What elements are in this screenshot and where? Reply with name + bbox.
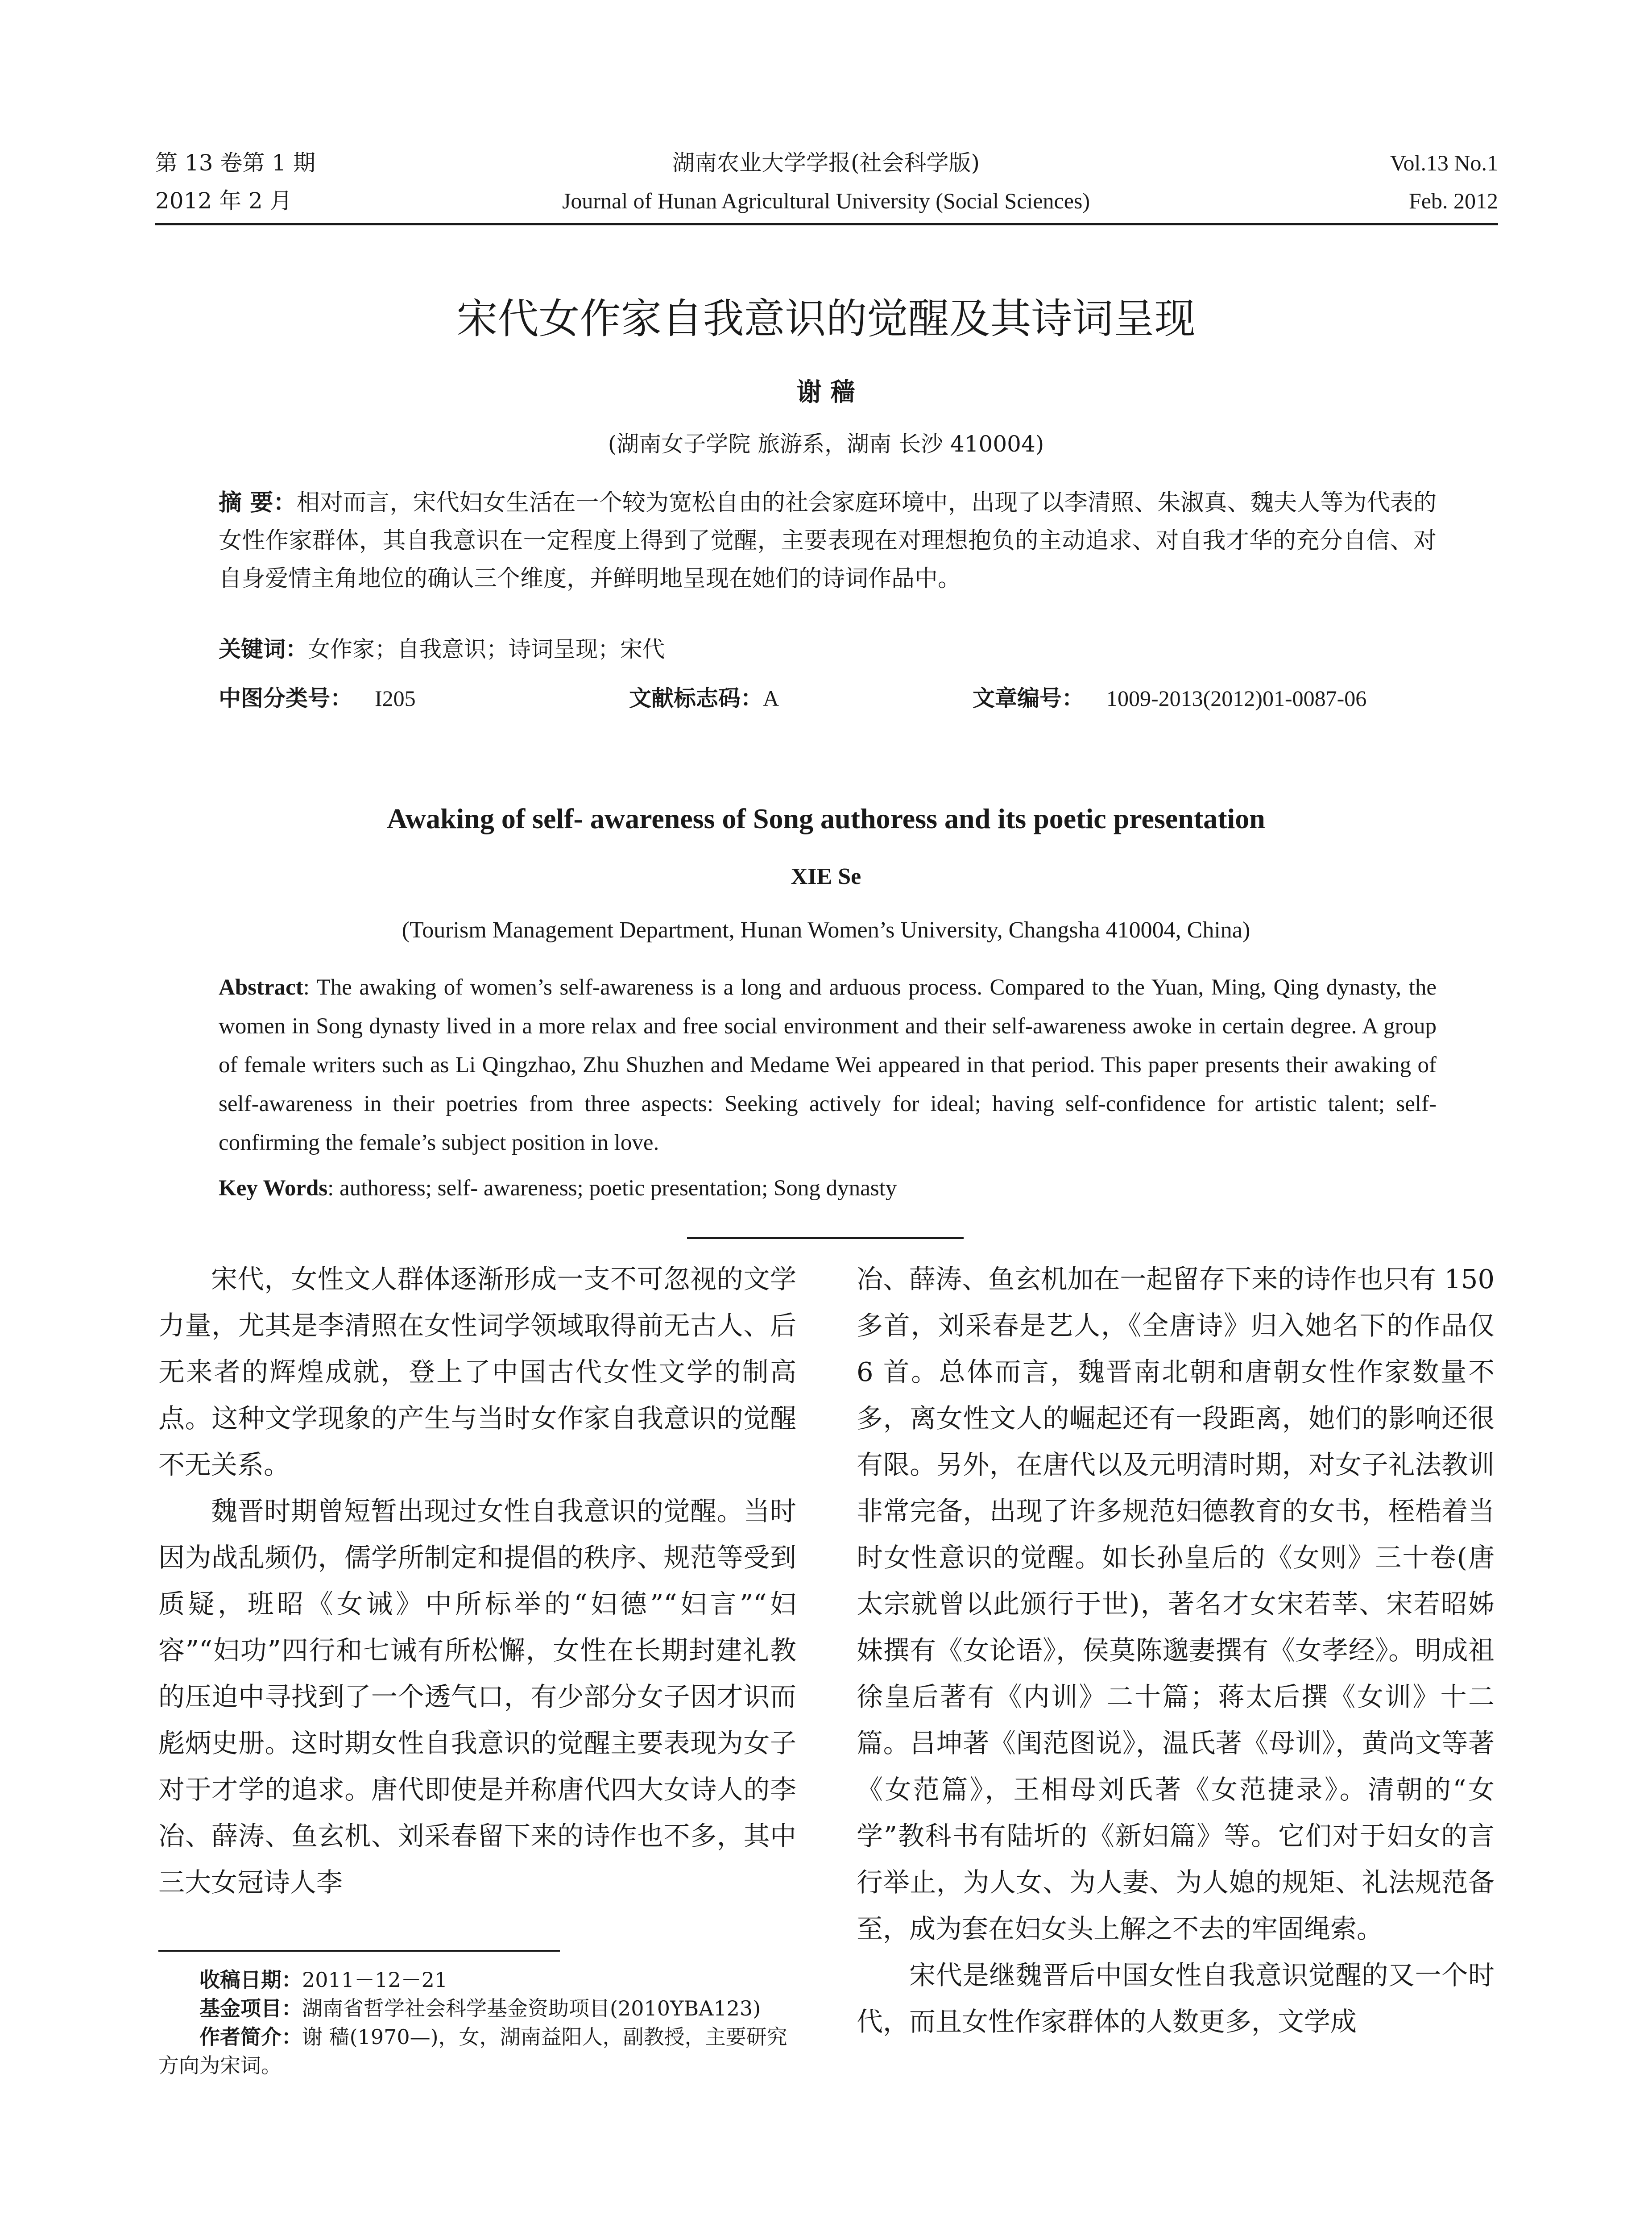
keywords-label-cn: 关键词：	[219, 636, 308, 662]
footnote-author: 作者简介：谢 穑(1970—)，女，湖南益阳人，副教授，主要研究方向为宋词。	[158, 2025, 787, 2078]
abstract-en	[219, 968, 1437, 1162]
article-title-en: Awaking of self- awareness of Song authoress and its poetic presentation	[387, 803, 1265, 834]
doc-code-value: A	[763, 686, 779, 711]
article-number	[973, 680, 1366, 716]
article-no-value: 1009-2013(2012)01-0087-06	[1106, 686, 1367, 711]
body-column-right	[857, 1256, 1495, 2045]
body-paragraph: 宋代，女性文人群体逐渐形成一支不可忽视的文学力量，尤其是李清照在女性词学领域取得前无古人、后无来者的辉煌成就，登上了中国古代女性文学的制高点。这种文学现象的产生与当时女作家自我意识的觉醒不无关系。	[158, 1264, 796, 1480]
footnote-rule	[158, 1950, 560, 1952]
header-date-en: Feb. 2012	[1409, 188, 1498, 213]
keywords-cn	[219, 631, 665, 667]
article-title-cn: 宋代女作家自我意识的觉醒及其诗词呈现	[456, 295, 1196, 343]
affiliation-en: (Tourism Management Department, Hunan Women’s University, Changsha 410004, China)	[402, 917, 1250, 943]
body-paragraph: 宋代是继魏晋后中国女性自我意识觉醒的又一个时代，而且女性作家群体的人数更多，文学成	[857, 1960, 1495, 2037]
header-date-cn: 2012 年 2 月	[155, 188, 292, 214]
keywords-label-en: Key Words	[219, 1176, 328, 1201]
body-paragraph: 魏晋时期曾短暂出现过女性自我意识的觉醒。当时因为战乱频仍，儒学所制定和提倡的秩序、规范等受到质疑，班昭《女诫》中所标举的“妇德”“妇言”“妇容”“妇功”四行和七诫有所松懈，女性在长期封建礼教的压迫中寻找到了一个透气口，有少部分女子因才识而彪炳史册。这时期女性自我意识的觉醒主要表现为女子对于才学的追求。唐代即使是并称唐代四大女诗人的李冶、薛涛、鱼玄机、刘采春留下来的诗作也不多，其中三大女冠诗人李	[158, 1496, 796, 1898]
clc-value: I205	[375, 686, 416, 711]
affiliation-cn: (湖南女子学院 旅游系，湖南 长沙 410004)	[608, 431, 1044, 457]
body-paragraph: 冶、薛涛、鱼玄机加在一起留存下来的诗作也只有 150 多首，刘采春是艺人，《全唐诗》归入她名下的作品仅 6 首。总体而言，魏晋南北朝和唐朝女性作家数量不多，离女性文人的崛起还有一段距离，她们的影响还很有限。另外，在唐代以及元明清时期，对女子礼法教训非常完备，出现了许多规范妇德教育的女书，桎梏着当时女性意识的觉醒。如长孙皇后的《女则》三十卷(唐太宗就曾以此颁行于世)，著名才女宋若莘、宋若昭姊妹撰有《女论语》，侯莫陈邈妻撰有《女孝经》。明成祖徐皇后著有《内训》二十篇；蒋太后撰《女训》十二篇。吕坤著《闺范图说》，温氏著《母训》，黄尚文等著《女范篇》，王相母刘氏著《女范捷录》。清朝的“女学”教科书有陆圻的《新妇篇》等。它们对于妇女的言行举止，为人女、为人妻、为人媳的规矩、礼法规范备至，成为套在妇女头上解之不去的牢固绳索。	[857, 1264, 1495, 1944]
clc-number	[219, 680, 416, 716]
footnotes	[158, 1966, 796, 2080]
abstract-cn	[219, 484, 1437, 598]
footnote-received: 收稿日期：2011－12－21	[199, 1968, 448, 1992]
header-rule	[155, 223, 1498, 225]
header-volume-issue: 第 13 卷第 1 期	[155, 150, 316, 176]
doc-code-label: 文献标志码：	[629, 685, 763, 711]
header-journal-en: Journal of Hunan Agricultural University (Social Sciences)	[562, 188, 1090, 213]
author-cn: 谢 穑	[796, 378, 856, 407]
abstract-label-cn: 摘 要：	[219, 489, 297, 516]
keywords-text-en: : authoress; self- awareness; poetic presentation; Song dynasty	[327, 1176, 897, 1201]
keywords-text-cn: 女作家；自我意识；诗词呈现；宋代	[308, 636, 665, 662]
document-code	[629, 680, 779, 716]
keywords-en	[219, 1169, 1437, 1208]
article-no-label: 文章编号：	[973, 685, 1084, 711]
clc-label: 中图分类号：	[219, 685, 352, 711]
header-vol-en: Vol.13 No.1	[1390, 150, 1498, 175]
header-journal-cn: 湖南农业大学学报(社会科学版)	[672, 150, 980, 176]
abstract-label-en: Abstract	[219, 975, 303, 1000]
section-divider	[687, 1237, 964, 1239]
abstract-text-cn: 相对而言，宋代妇女生活在一个较为宽松自由的社会家庭环境中，出现了以李清照、朱淑真、魏夫人等为代表的女性作家群体，其自我意识在一定程度上得到了觉醒，主要表现在对理想抱负的主动追求、对自我才华的充分自信、对自身爱情主角地位的确认三个维度，并鲜明地呈现在她们的诗词作品中。	[219, 489, 1437, 592]
author-en: XIE Se	[791, 864, 861, 889]
footnote-fund: 基金项目：湖南省哲学社会科学基金资助项目(2010YBA123)	[199, 1996, 761, 2020]
abstract-text-en: : The awaking of women’s self-awareness is a long and arduous process. Compared to the Yuan, Ming, Qing dynasty, the women in Song dynasty lived in a more relax and free social environment and their self-awareness awoke in certain degree. A group of female writers such as Li Qingzhao, Zhu Shuzhen and Medame Wei appeared in that period. This paper presents their awaking of self-awareness in their poetries from three aspects: Seeking actively for ideal; having self-confidence for artistic talent; self-confirming the female’s subject position in love.	[219, 975, 1437, 1155]
body-column-left	[158, 1256, 796, 1906]
